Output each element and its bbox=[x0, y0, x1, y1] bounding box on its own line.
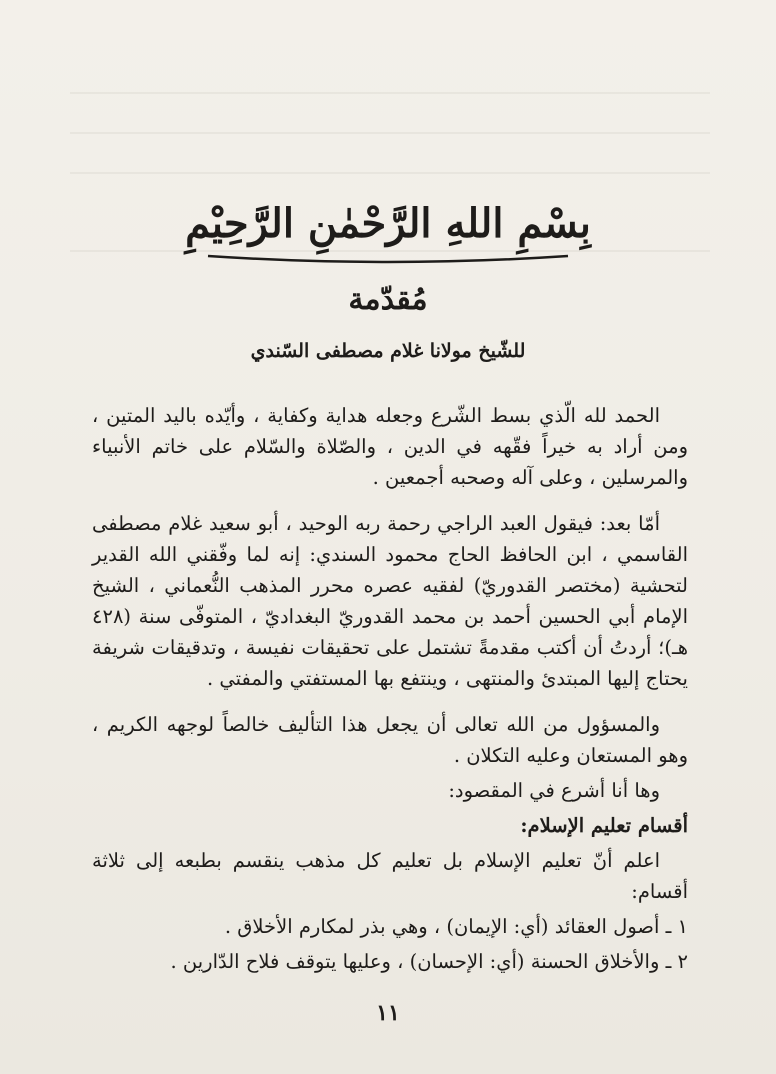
basmala: بِسْمِ اللهِ الرَّحْمٰنِ الرَّحِيْمِ bbox=[185, 200, 591, 247]
page-number: ١١ bbox=[376, 1000, 400, 1026]
page-title: مُقدّمة bbox=[348, 282, 428, 317]
paragraph-praise: الحمد لله الّذي بسط الشّرع وجعله هداية وكفاية ، وأيّده باليد المتين ، ومن أراد به خيراً فقّهه في الدين ، والصّلاة والسّلام على خاتم الأنبياء والمرسلين ، وعلى آله وصحبه أجمعين . bbox=[92, 404, 688, 489]
basmala-flourish-icon bbox=[188, 226, 588, 266]
section-title: أقسام تعليم الإسلام: bbox=[520, 814, 688, 837]
author-line: للشّيخ مولانا غلام مصطفى السّندي bbox=[250, 340, 526, 362]
body-text bbox=[92, 400, 688, 981]
section-intro: اعلم أنّ تعليم الإسلام بل تعليم كل مذهب ينقسم بطبعه إلى ثلاثة أقسام: bbox=[92, 849, 688, 903]
bleed-through-line bbox=[70, 92, 710, 94]
bleed-through-line bbox=[70, 132, 710, 134]
list-item: ١ ـ أصول العقائد (أي: الإيمان) ، وهي بذر لمكارم الأخلاق . bbox=[224, 915, 688, 938]
bleed-through-line bbox=[70, 172, 710, 174]
paragraph-supplication: والمسؤول من الله تعالى أن يجعل هذا التأليف خالصاً لوجهه الكريم ، وهو المستعان وعليه التكلان . bbox=[92, 713, 688, 767]
paragraph-beginning: وها أنا أشرع في المقصود: bbox=[448, 779, 660, 802]
list-item: ٢ ـ والأخلاق الحسنة (أي: الإحسان) ، وعليها يتوقف فلاح الدّارين . bbox=[170, 950, 688, 973]
paragraph-introduction: أمّا بعد: فيقول العبد الراجي رحمة ربه الوحيد ، أبو سعيد غلام مصطفى القاسمي ، ابن الحافظ الحاج محمود السندي: إنه لما وفّقني الله القدير لتحشية (مختصر القدوريّ) لفقيه عصره محرر المذهب النُّعماني ، الشيخ الإمام أبي الحسين أحمد بن محمد القدوريّ البغداديّ ، المتوفّى سنة (٤٢٨ هـ)؛ أردتُ أن أكتب مقدمةً تشتمل على تحقيقات نفيسة ، وتدقيقات شريفة يحتاج إليها المبتدئ والمنتهى ، وينتفع بها المستفتي والمفتي . bbox=[92, 512, 688, 690]
